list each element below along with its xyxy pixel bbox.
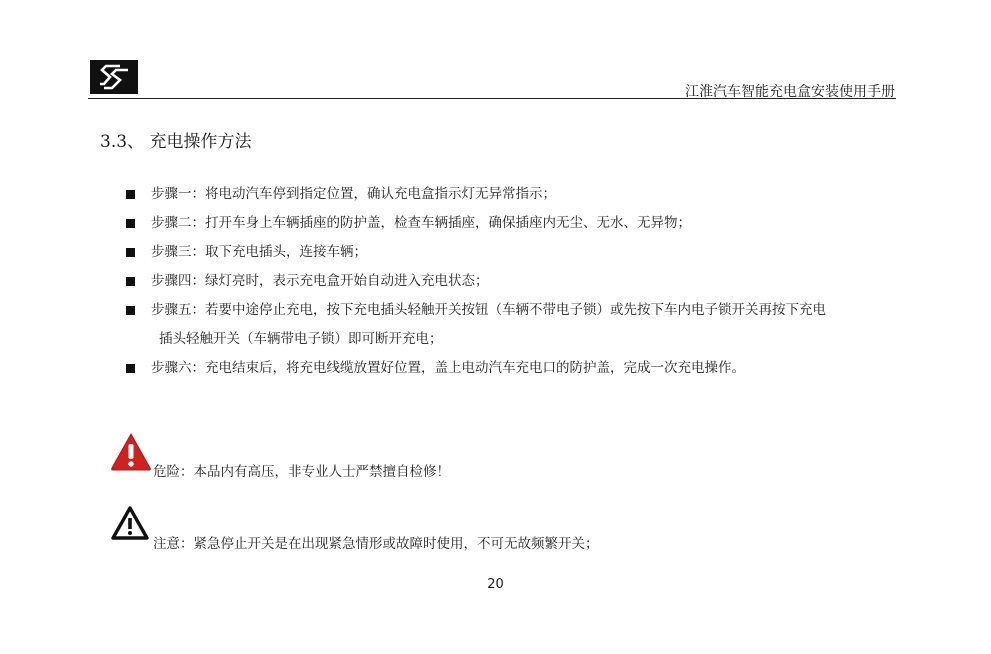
- step-text: 绿灯亮时，表示充电盒开始自动进入充电状态；: [205, 273, 489, 289]
- list-item: [125, 209, 915, 238]
- list-item: [125, 296, 915, 354]
- section-title: 3.3、 充电操作方法: [100, 132, 252, 152]
- step-text: 充电结束后，将充电线缆放置好位置，盖上电动汽车充电口的防护盖，完成一次充电操作。: [205, 360, 745, 376]
- square-bullet-icon: [126, 306, 135, 315]
- page-number: 20: [487, 577, 504, 592]
- list-item: [125, 354, 915, 383]
- danger-icon: [110, 432, 152, 472]
- danger-text: 危险：本品内有高压，非专业人士严禁擅自检修！: [153, 464, 450, 480]
- step-text: 取下充电插头，连接车辆；: [205, 244, 367, 260]
- list-item: [125, 238, 915, 267]
- square-bullet-icon: [126, 248, 135, 257]
- square-bullet-icon: [126, 219, 135, 228]
- step-label: 步骤一：: [151, 186, 205, 202]
- step-label: 步骤六：: [151, 360, 205, 376]
- step-label: 步骤三：: [151, 244, 205, 260]
- step-text: 若要中途停止充电，按下充电插头轻触开关按钮（车辆不带电子锁）或先按下车内电子锁开关再按下充电: [205, 302, 826, 318]
- step-text-continued: 插头轻触开关（车辆带电子锁）即可断开充电；: [159, 331, 443, 347]
- step-text: 将电动汽车停到指定位置，确认充电盒指示灯无异常指示；: [205, 186, 556, 202]
- step-list: [125, 180, 915, 383]
- warning-triangle-icon: [110, 505, 150, 541]
- header-title: 江淮汽车智能充电盒安装使用手册: [685, 84, 895, 100]
- header-divider: [88, 98, 896, 99]
- step-label: 步骤四：: [151, 273, 205, 289]
- list-item: [125, 267, 915, 296]
- jac-logo-icon: [90, 60, 138, 94]
- step-label: 步骤二：: [151, 215, 205, 231]
- caution-text: 注意：紧急停止开关是在出现紧急情形或故障时使用，不可无故频繁开关；: [153, 536, 599, 552]
- square-bullet-icon: [126, 190, 135, 199]
- square-bullet-icon: [126, 364, 135, 373]
- square-bullet-icon: [126, 277, 135, 286]
- step-label: 步骤五：: [151, 302, 205, 318]
- step-text: 打开车身上车辆插座的防护盖，检查车辆插座，确保插座内无尘、无水、无异物；: [205, 215, 691, 231]
- list-item: [125, 180, 915, 209]
